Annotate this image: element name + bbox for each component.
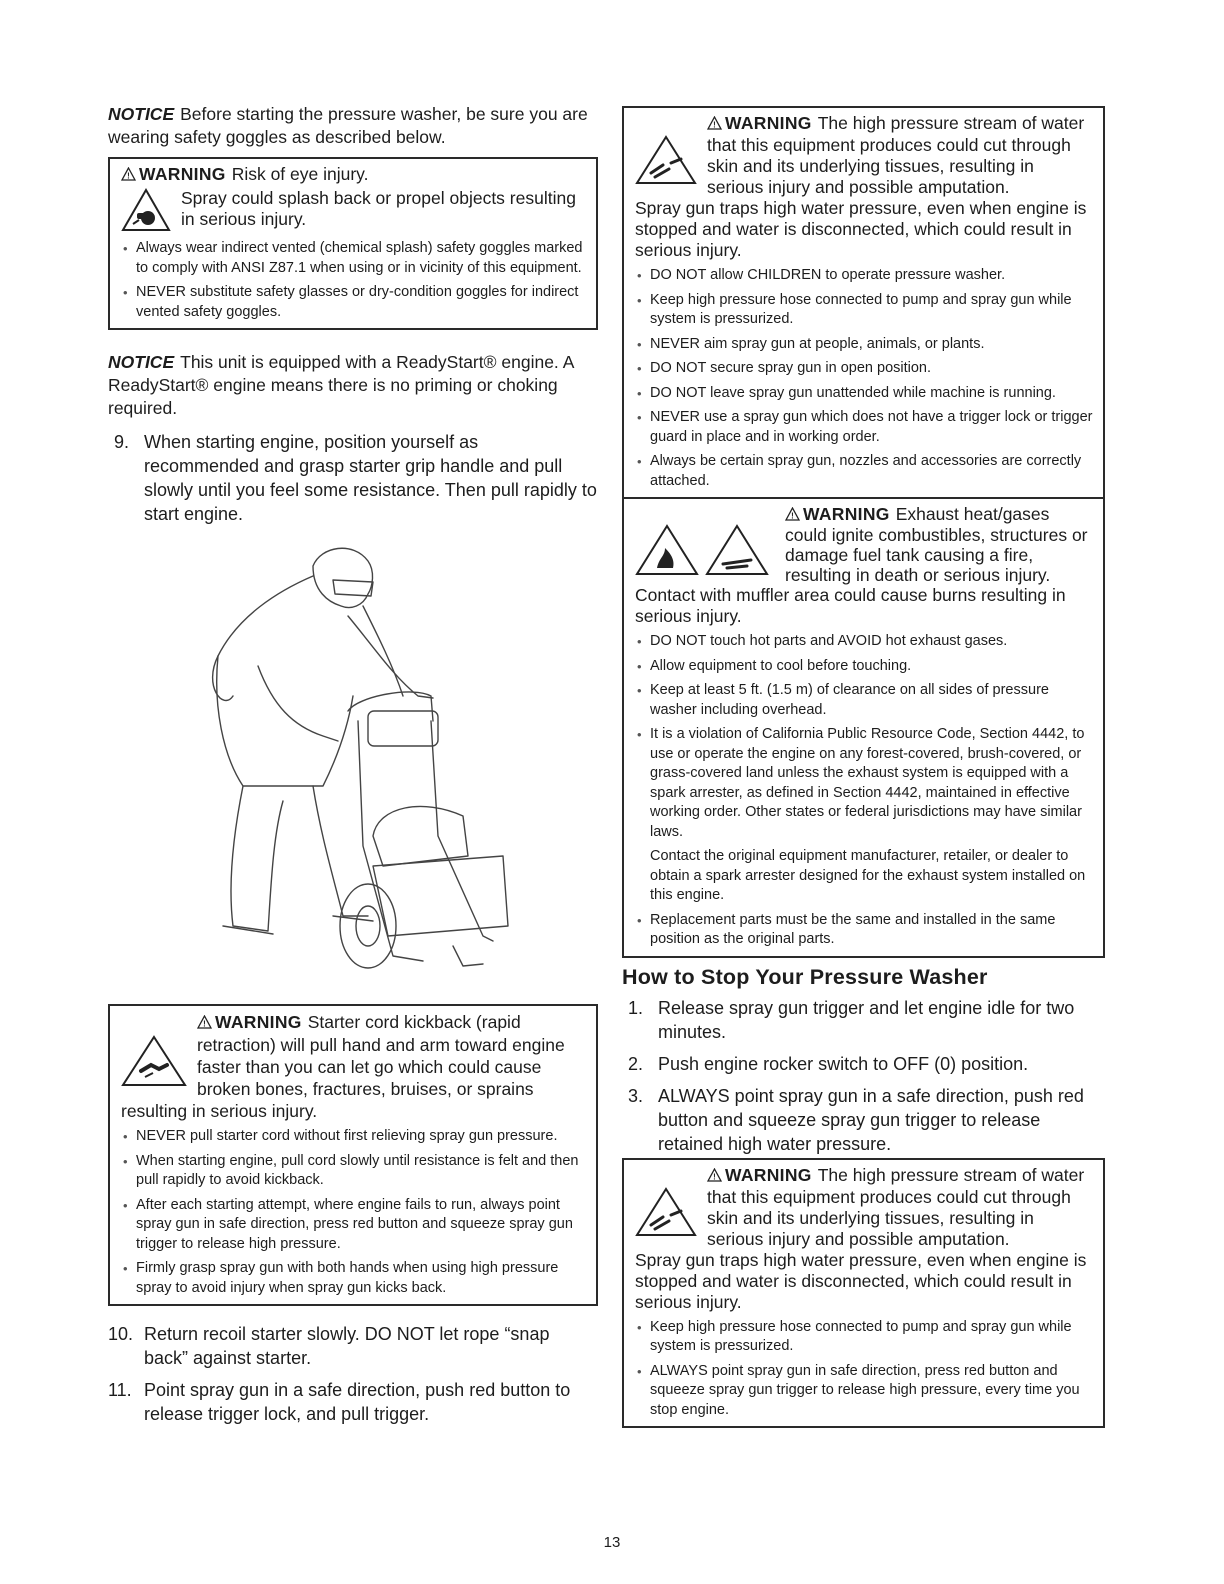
svg-text:!: ! [713,1172,716,1181]
step-text: Point spray gun in a safe direction, push red button to release trigger lock, and pull trigger. [144,1380,571,1424]
list-item: • Always be certain spray gun, nozzles and accessories are correctly attached. [635,452,1093,491]
warning-bullets [635,266,1093,491]
warning-high-pressure-stream [622,106,1105,499]
list-item: • ALWAYS point spray gun in safe direction, press red button and squeeze spray gun trigger to release high pressure, every time you stop engine. [635,1362,1093,1421]
right-column [622,106,1105,1428]
warning-heading [635,113,1093,198]
notice-tag: NOTICE [108,104,175,124]
warning-head-text: Risk of eye injury. [231,164,369,184]
notice-text: This unit is equipped with a ReadyStart® engine. A ReadyStart® engine means there is no priming or choking required. [108,352,574,418]
svg-text:!: ! [713,120,716,130]
list-item: • It is a violation of California Public Resource Code, Section 4442, to use or operate the engine on any forest-covered, brush-covered, or grass-covered land unless the exhaust system is equipped with a spark arrester, as defined in Section 4442, maintained in effective working order. Other states or federal jurisdictions may have similar laws. [635,725,1093,842]
step-number: 1. [628,997,644,1018]
list-item: • Firmly grasp spray gun with both hands when using high pressure spray to avoid injury when spray gun kicks back. [121,1259,586,1298]
warning-label: WARNING [215,1012,302,1032]
warning-bullets [635,632,1093,950]
warning-label: WARNING [803,504,890,524]
starting-engine-illustration [163,536,563,996]
alert-triangle-icon [707,1166,722,1187]
warning-head-text: The high pressure stream of water that this equipment produces could cut through skin and its underlying tissues, resulting in serious injury and possible amputation. [707,1164,1085,1249]
step-number: 2. [628,1053,644,1074]
step-number: 11. [108,1380,132,1400]
list-item: • NEVER aim spray gun at people, animals, or plants. [635,335,1093,355]
step-11 [108,1378,598,1426]
stop-step-1 [622,996,1105,1044]
left-column [108,103,598,1426]
step-9 [108,430,598,526]
spark-arrester-note: Contact the original equipment manufacturer, retailer, or dealer to obtain a spark arrester designed for the exhaust system installed on this engine. [650,848,1086,903]
alert-triangle-icon [785,505,800,525]
alert-triangle-icon [121,165,136,186]
warning-heading [121,1011,586,1122]
step-text: Return recoil starter slowly. DO NOT let rope “snap back” against starter. [144,1324,550,1368]
alert-triangle-icon [197,1012,212,1034]
warning-label: WARNING [139,164,226,184]
alert-triangle-icon [707,114,722,135]
warning-heading [121,164,586,186]
notice-goggles [108,103,598,149]
svg-text:!: ! [203,1019,206,1029]
list-item: • When starting engine, pull cord slowly until resistance is felt and then pull rapidly to avoid kickback. [121,1152,586,1191]
step-text: When starting engine, position yourself as recommended and grasp starter grip handle and pull slowly until you feel some resistance. Then pull rapidly to start engine. [144,432,597,524]
stop-step-2 [622,1052,1105,1076]
step-text: ALWAYS point spray gun in a safe direction, push red button and squeeze spray gun trigger to release retained high water pressure. [658,1085,1084,1154]
warning-starter-kickback [108,1004,598,1306]
list-item: • Allow equipment to cool before touching. [635,657,1093,677]
warning-bullets [635,1318,1093,1421]
warning-exhaust-fire [622,499,1105,958]
page-number: 13 [603,1534,621,1551]
section-title: How to Stop Your Pressure Washer [622,964,988,989]
list-item: • Replacement parts must be the same and installed in the same position as the original parts. [635,911,1093,950]
warning-body-text: Contact with muffler area could cause burns resulting in serious injury. [635,585,1066,626]
list-item: • Keep at least 5 ft. (1.5 m) of clearance on all sides of pressure washer including overhead. [635,681,1093,720]
list-item: • DO NOT leave spray gun unattended while machine is running. [635,384,1093,404]
warning-label: WARNING [725,1164,812,1185]
warning-bullets [121,1127,586,1298]
step-number: 9. [114,432,130,452]
step-text: Push engine rocker switch to OFF (0) position. [658,1053,1029,1074]
step-number: 10. [108,1324,134,1344]
warning-heading [635,1165,1093,1250]
notice-tag: NOTICE [108,352,175,372]
list-item: • After each starting attempt, where engine fails to run, always point spray gun in safe direction, press red button and squeeze spray gun trigger to release high pressure. [121,1196,586,1255]
notice-readystart [108,351,598,420]
list-item: • DO NOT secure spray gun in open position. [635,359,1093,379]
warning-body-text: Spray gun traps high water pressure, even when engine is stopped and water is disconnected, which could result in serious injury. [635,1249,1087,1312]
list-item: • Keep high pressure hose connected to pump and spray gun while system is pressurized. [635,291,1093,330]
list-item: • Always wear indirect vented (chemical splash) safety goggles marked to comply with ANSI Z87.1 when using or in vicinity of this equipment. [121,239,586,278]
warning-body-text: Spray gun traps high water pressure, even when engine is stopped and water is disconnected, which could result in serious injury. [635,198,1087,260]
warning-heading [635,504,1093,585]
step-10 [108,1322,598,1370]
step-text: Release spray gun trigger and let engine idle for two minutes. [658,997,1075,1042]
svg-text:!: ! [791,511,794,521]
list-item: • NEVER substitute safety glasses or dry-condition goggles for indirect vented safety goggles. [121,283,586,322]
step-number: 3. [628,1085,644,1106]
warning-head-text: The high pressure stream of water that this equipment produces could cut through skin and its underlying tissues, resulting in serious injury and possible amputation. [707,113,1085,197]
list-item: • Keep high pressure hose connected to pump and spray gun while system is pressurized. [635,1318,1093,1357]
list-item: • NEVER use a spray gun which does not have a trigger lock or trigger guard in place and in working order. [635,408,1093,447]
warning-head-text: Exhaust heat/gases could ignite combustibles, structures or damage fuel tank causing a fire, resulting in death or serious injury. [785,504,1088,585]
stop-step-3 [622,1084,1105,1156]
warning-body-text: Spray could splash back or propel objects resulting in serious injury. [181,188,576,229]
list-item: • DO NOT allow CHILDREN to operate pressure washer. [635,266,1093,286]
warning-high-pressure-stream-2 [622,1158,1105,1429]
list-item: • DO NOT touch hot parts and AVOID hot exhaust gases. [635,632,1093,652]
warning-head-text: Starter cord kickback (rapid retraction) will pull hand and arm toward engine faster than you can let go which could cause broken bones, fractures, bruises, or sprains resulting in serious injury. [121,1012,565,1121]
warning-label: WARNING [725,113,812,133]
goggles-hazard-icon [121,188,171,237]
notice-text: Before starting the pressure washer, be sure you are wearing safety goggles as described below. [108,104,588,147]
warning-bullets [121,239,586,322]
svg-text:!: ! [127,171,130,181]
list-item: • NEVER pull starter cord without first relieving spray gun pressure. [121,1127,586,1147]
warning-eye-injury [108,157,598,330]
